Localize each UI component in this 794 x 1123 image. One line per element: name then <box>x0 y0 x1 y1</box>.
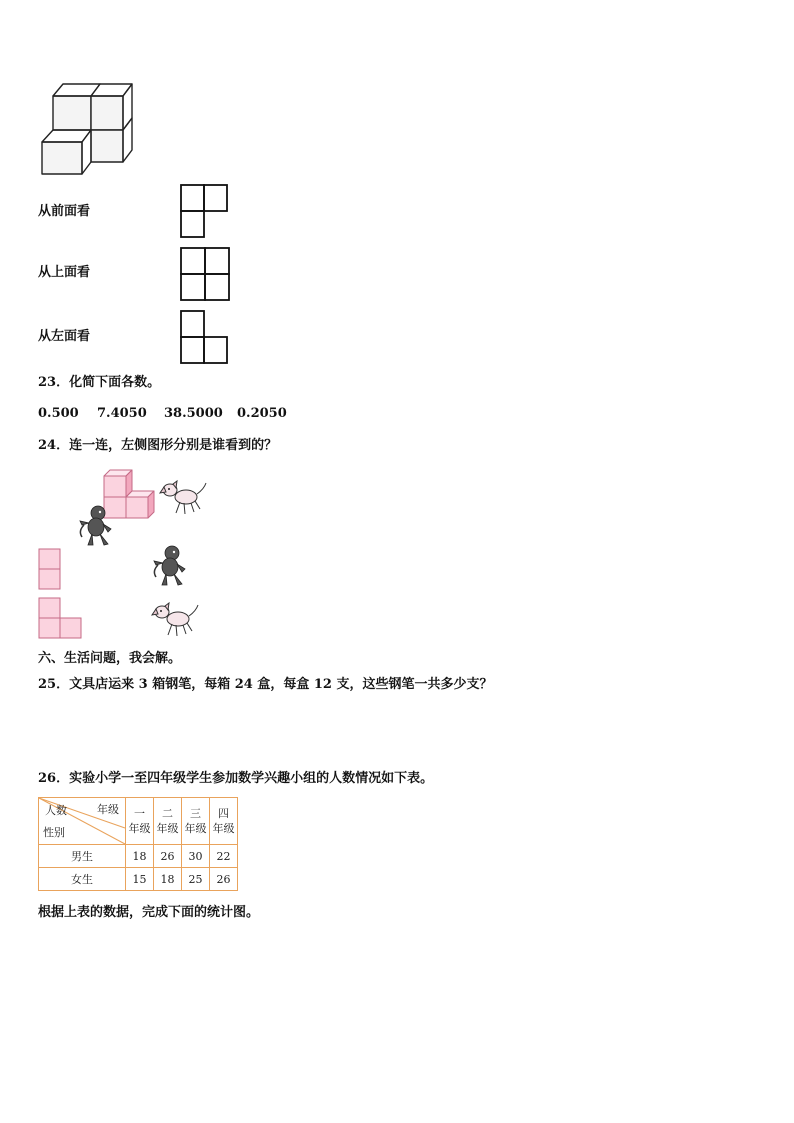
decimal-number: 0.500 <box>38 406 79 421</box>
table-cell: 18 <box>126 845 154 868</box>
corner-grade-label: 年级 <box>97 803 119 816</box>
table-cell: 25 <box>182 868 210 891</box>
cube-stack-figure <box>38 82 133 177</box>
vertical-two-square-view <box>38 548 62 592</box>
dog-figure <box>160 481 210 517</box>
decimal-number: 7.4050 <box>97 406 147 421</box>
table-cell: 26 <box>154 845 182 868</box>
question-26-followup: 根据上表的数据，完成下面的统计图。 <box>38 905 260 920</box>
left-view-grid <box>180 310 230 364</box>
table-cell: 15 <box>126 868 154 891</box>
table-cell: 18 <box>154 868 182 891</box>
section-6-title: 六、生活问题，我会解。 <box>38 651 182 666</box>
table-cell: 22 <box>210 845 238 868</box>
front-view-label: 从前面看 <box>38 204 91 219</box>
grade-header: 四 年级 <box>210 798 238 845</box>
grade-header: 二 年级 <box>154 798 182 845</box>
grade-header: 一 年级 <box>126 798 154 845</box>
dog-figure <box>152 603 202 639</box>
monkey-figure <box>78 505 114 547</box>
corner-gender-label: 性别 <box>43 826 65 839</box>
top-view-grid <box>180 247 232 301</box>
question-26-prompt: 26．实验小学一至四年级学生参加数学兴趣小组的人数情况如下表。 <box>38 771 434 786</box>
l-shaped-view <box>38 597 84 641</box>
table-cell: 26 <box>210 868 238 891</box>
monkey-figure <box>152 545 188 587</box>
decimal-number: 0.2050 <box>237 406 287 421</box>
top-view-label: 从上面看 <box>38 265 91 280</box>
question-23-prompt: 23．化简下面各数。 <box>38 375 161 390</box>
table-row <box>39 845 238 868</box>
interest-group-table <box>38 797 238 891</box>
left-view-label: 从左面看 <box>38 329 91 344</box>
table-corner-header <box>39 798 126 845</box>
front-view-grid <box>180 184 230 238</box>
table-cell: 30 <box>182 845 210 868</box>
grade-header: 三 年级 <box>182 798 210 845</box>
table-row <box>39 868 238 891</box>
question-25-prompt: 25．文具店运来 3 箱钢笔，每箱 24 盒，每盒 12 支，这些钢笔一共多少支？ <box>38 677 493 692</box>
row-label: 男生 <box>39 845 126 868</box>
corner-count-label: 人数 <box>45 804 67 817</box>
decimal-number: 38.5000 <box>164 406 223 421</box>
row-label: 女生 <box>39 868 126 891</box>
question-24-prompt: 24．连一连，左侧图形分别是谁看到的？ <box>38 438 278 453</box>
